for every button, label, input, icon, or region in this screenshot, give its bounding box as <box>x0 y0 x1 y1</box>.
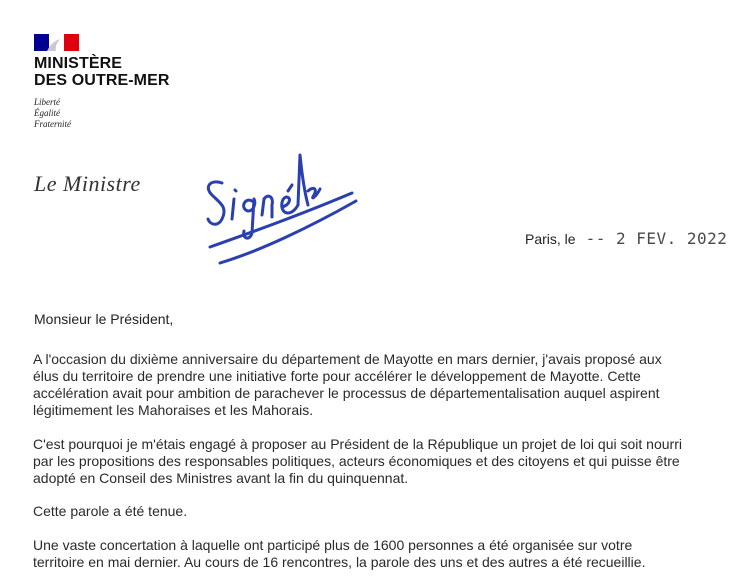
le-ministre-title: Le Ministre <box>34 171 141 196</box>
paragraph-line: légitimement les Mahoraises et les Mahorais. <box>33 402 314 418</box>
motto-egalite: Égalité <box>34 108 60 118</box>
marianne-flag-logo <box>34 34 79 51</box>
paragraph-line: par les propositions des responsables politiques, acteurs économiques et des citoyens et qui puisse être <box>33 453 680 469</box>
ministry-name <box>34 55 170 89</box>
paragraph-2 <box>33 436 723 487</box>
salutation: Monsieur le Président, <box>34 311 174 327</box>
paragraph-line: adopté en Conseil des Ministres avant la fin du quinquennat. <box>33 470 409 486</box>
date-stamp: -- 2 FEV. 2022 <box>585 229 728 248</box>
handwritten-signature <box>200 135 360 275</box>
paragraph-line: élus du territoire de prendre une initiative forte pour accélérer le développement de Mayotte. Cette <box>33 368 641 384</box>
paragraph-line: accélération avait pour ambition de parachever le processus de départementalisation auquel aspirent <box>33 385 660 401</box>
paragraph-line: C'est pourquoi je m'étais engagé à proposer au Président de la République un projet de loi qui soit nourri <box>33 436 682 452</box>
paragraph-line: territoire en mai dernier. Au cours de 16 rencontres, la parole des uns et des autres a été recueillie. <box>33 554 646 570</box>
date-line <box>525 229 727 248</box>
ministry-line-2: DES OUTRE-MER <box>34 72 170 89</box>
motto-fraternite: Fraternité <box>34 119 71 129</box>
paragraph-1 <box>33 351 723 419</box>
paragraph-4 <box>33 537 723 571</box>
ministry-line-1: MINISTÈRE <box>34 55 123 72</box>
republic-motto <box>34 97 71 130</box>
paragraph-line: A l'occasion du dixième anniversaire du département de Mayotte en mars dernier, j'avais proposé aux <box>33 351 662 367</box>
paragraph-3 <box>33 503 723 520</box>
motto-liberte: Liberté <box>34 97 60 107</box>
paragraph-line: Une vaste concertation à laquelle ont participé plus de 1600 personnes a été organisée sur votre <box>33 537 633 553</box>
date-prefix: Paris, le <box>525 231 576 247</box>
paragraph-line: Cette parole a été tenue. <box>33 503 188 519</box>
